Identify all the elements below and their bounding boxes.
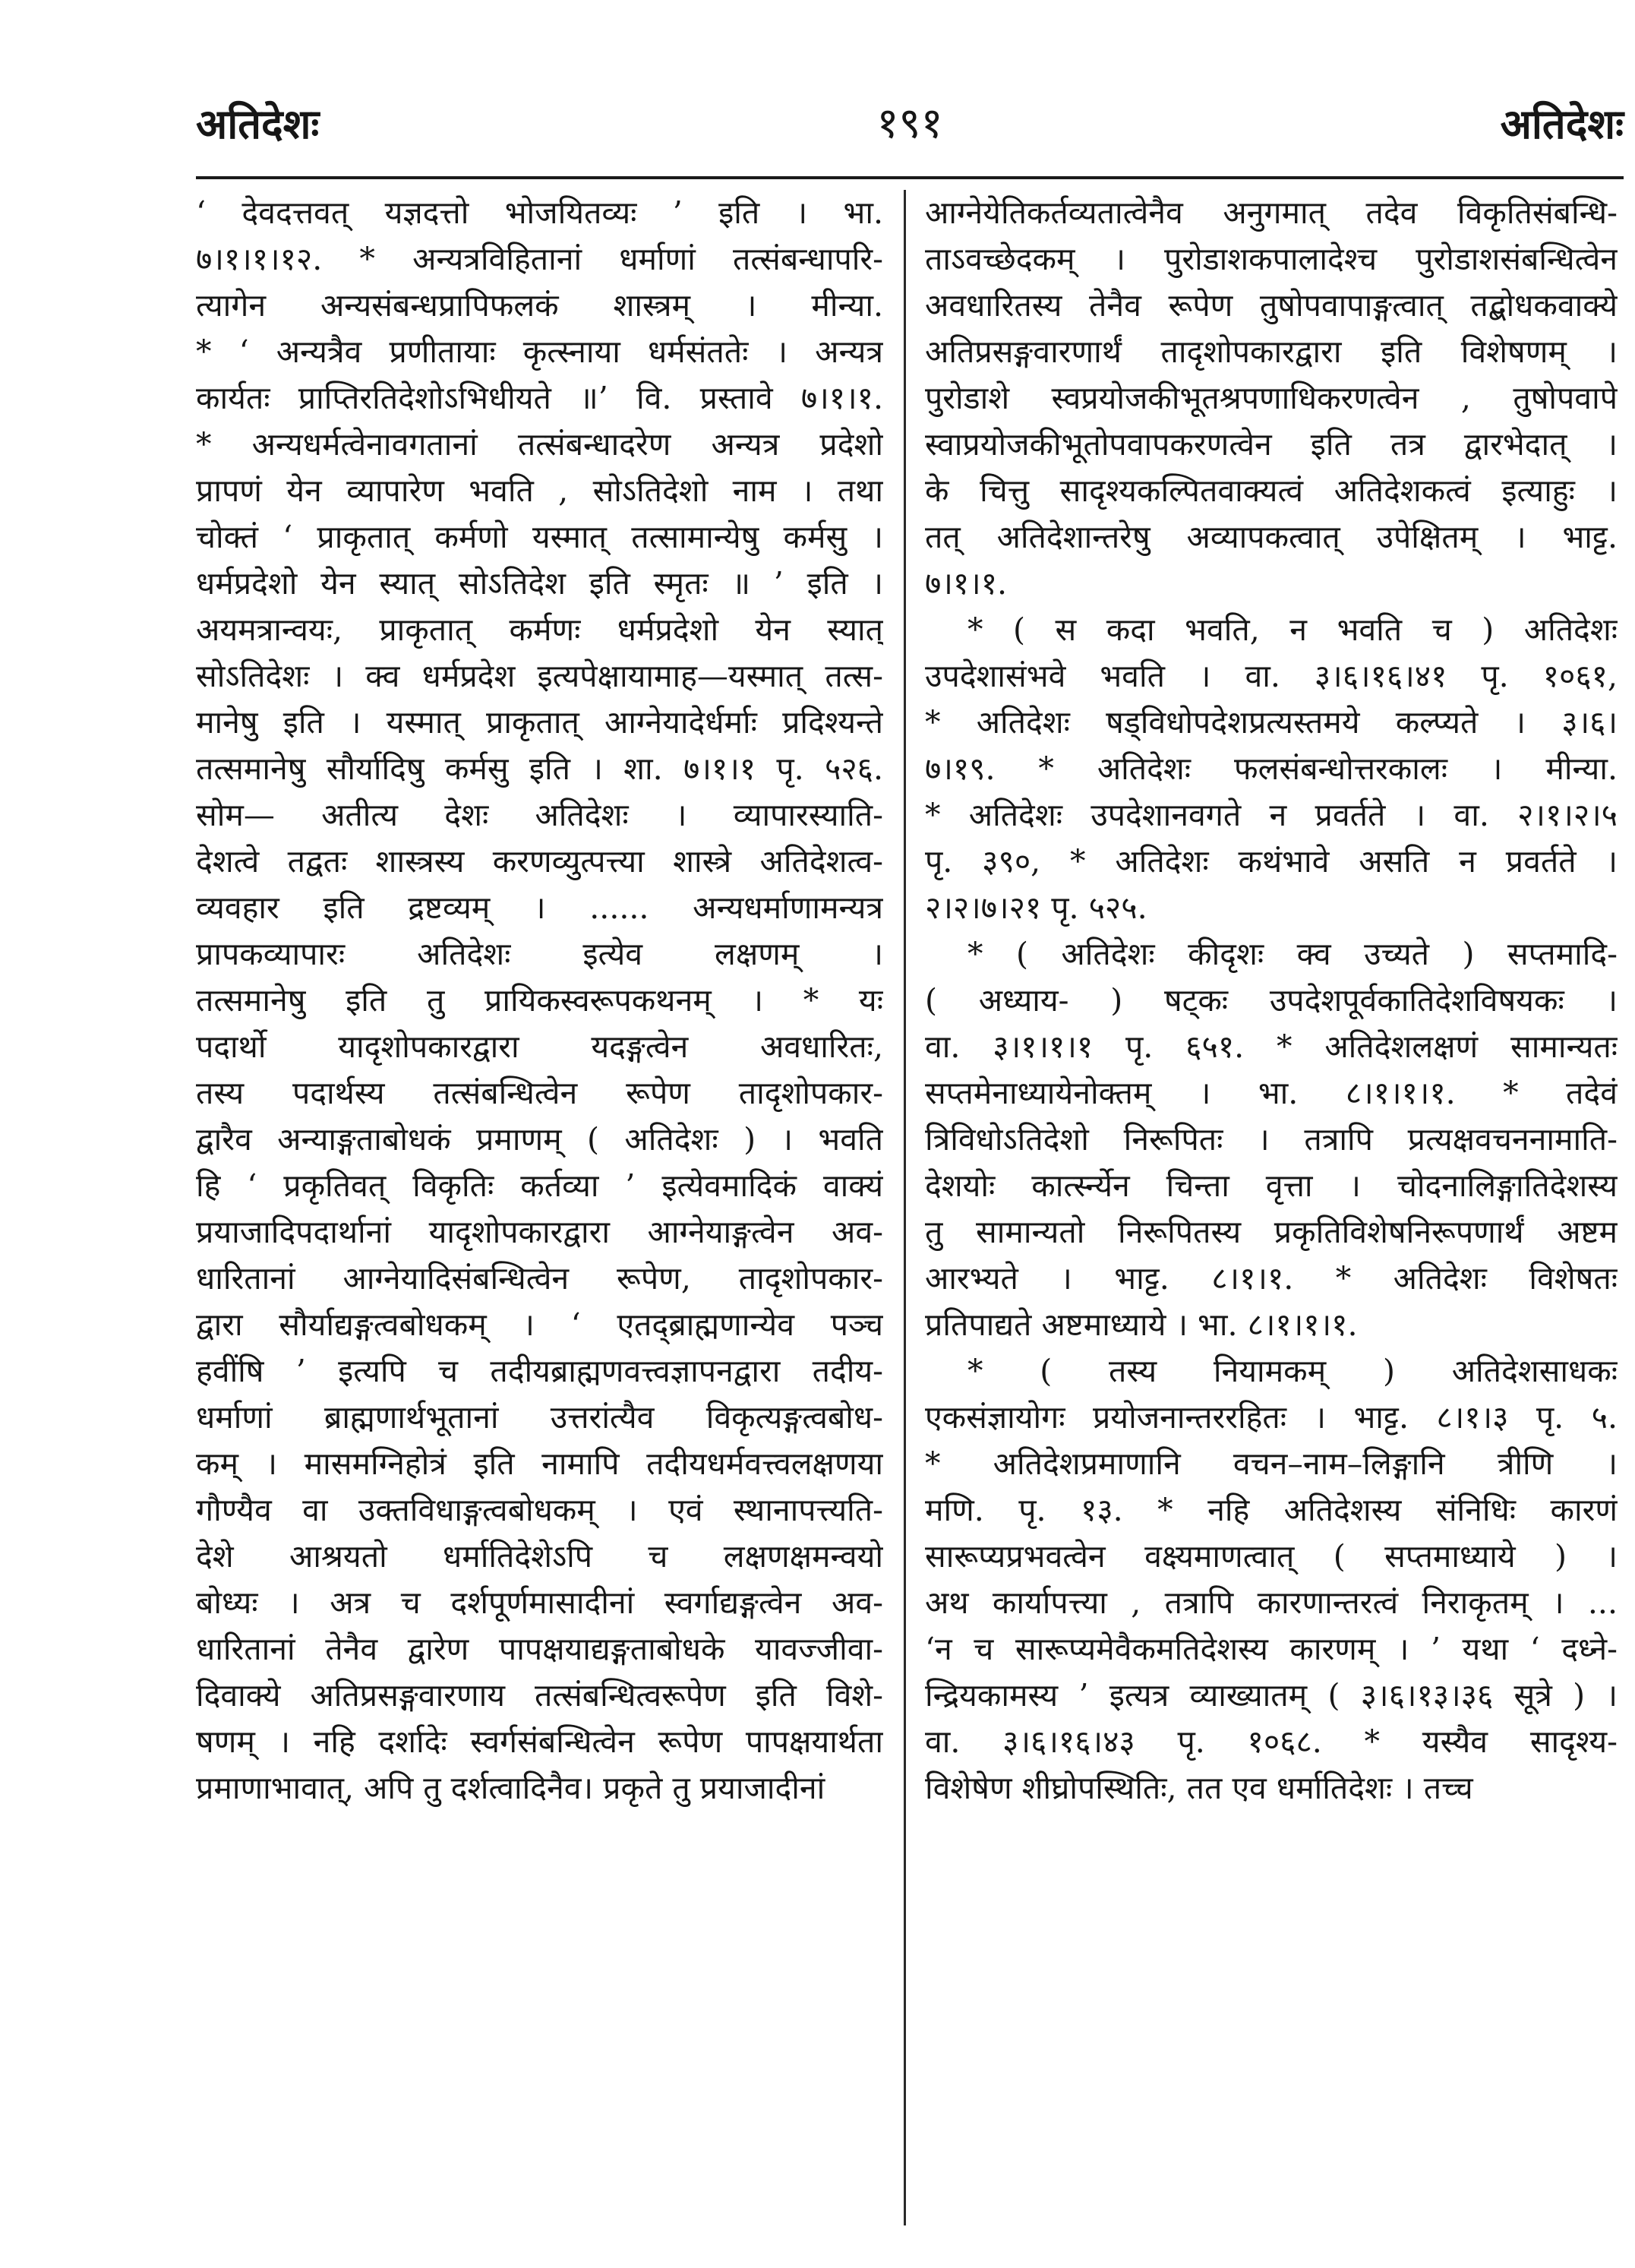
right-column-line: विशेषेण शीघ्रोपस्थितिः, तत एव धर्मातिदेशः । तच्च [925,1770,1473,1806]
left-column-line: प्रापकव्यापारः अतिदेशः इत्येव लक्षणम् । [196,936,883,972]
right-column-line: त्रिविधोऽतिदेशो निरूपितः । तत्रापि प्रत्यक्षवचननामाति- [925,1121,1618,1158]
right-column-line: तु सामान्यतो निरूपितस्य प्रकृतिविशेषनिरूपणार्थं अष्टम [925,1214,1618,1250]
running-header [196,90,1624,158]
right-column-line: के चित्तु सादृश्यकल्पितवाक्यत्वं अतिदेशकत्वं इत्याहुः । [925,472,1618,509]
right-column-line: ‘न च सारूप्यमेवैकमतिदेशस्य कारणम् । ’ यथा ‘ दध्ने- [925,1631,1618,1667]
left-column-line: चोक्तं ‘ प्राकृतात् कर्मणो यस्मात् तत्सामान्येषु कर्मसु । [196,519,883,555]
left-column-line: प्रमाणाभावात्, अपि तु दर्शत्वादिनैव। प्रकृते तु प्रयाजादीनां [196,1770,825,1806]
right-column-line: सप्तमेनाध्यायेनोक्तम् । भा. ८।१।१।१. * तदेवं [925,1075,1618,1111]
right-column-line: उपदेशासंभवे भवति । वा. ३।६।१६।४१ पृ. १०६१, [925,658,1618,694]
left-column-line: दिवाक्ये अतिप्रसङ्गवारणाय तत्संबन्धित्वरूपेण इति विशे- [196,1677,883,1714]
left-column-line: मानेषु इति । यस्मात् प्राकृतात् आग्नेयादेर्धर्माः प्रदिश्यन्ते [196,704,883,741]
left-column-line: व्यवहार इति द्रष्टव्यम् । ...... अन्यधर्माणामन्यत्र [196,889,883,926]
left-column-line: धारितानां तेनैव द्वारेण पापक्षयाद्यङ्गताबोधके यावज्जीवा- [196,1631,883,1667]
right-column-line: वा. ३।६।१६।४३ पृ. १०६८. * यस्यैव सादृश्य- [925,1723,1618,1760]
left-column-line: ७।१।१।१२. * अन्यत्रविहितानां धर्माणां तत्संबन्धापरि- [196,241,883,277]
right-column-line: * अतिदेशप्रमाणानि वचन–नाम–लिङ्गानि त्रीणि । [925,1445,1618,1482]
right-column-line: * ( तस्य नियामकम् ) अतिदेशसाधकः [967,1353,1618,1389]
left-column-line: बोध्यः । अत्र च दर्शपूर्णमासादीनां स्वर्गाद्यङ्गत्वेन अव- [196,1584,883,1621]
left-column-line: कार्यतः प्राप्तिरतिदेशोऽभिधीयते ॥’ वि. प्रस्तावे ७।१।१. [196,380,883,416]
right-column-line: वा. ३।१।१।१ पृ. ६५१. * अतिदेशलक्षणं सामान्यतः [925,1028,1618,1065]
left-column-line: गौण्यैव वा उक्तविधाङ्गत्वबोधकम् । एवं स्थानापत्त्यति- [196,1492,883,1528]
right-column-line: देशयोः कार्त्स्न्येन चिन्ता वृत्ता । चोदनालिङ्गातिदेशस्य [925,1167,1618,1204]
right-column-line: * ( स कदा भवति, न भवति च ) अतिदेशः [967,611,1618,648]
left-column-line: देशे आश्रयतो धर्मातिदेशेऽपि च लक्षणक्षमन्वयो [196,1538,883,1575]
right-column-line: सारूप्यप्रभवत्वेन वक्ष्यमाणत्वात् ( सप्तमाध्याये ) । [925,1538,1618,1575]
left-column [196,190,883,2241]
right-column-line: एकसंज्ञायोगः प्रयोजनान्तररहितः । भाट्ट. ८।१।३ पृ. ५. [925,1399,1618,1436]
right-column-line: अथ कार्यापत्त्या , तत्रापि कारणान्तरत्वं निराकृतम् । ... [925,1584,1618,1621]
right-column-line: २।२।७।२१ पृ. ५२५. [925,889,1147,926]
left-column-line: धर्माणां ब्राह्मणार्थभूतानां उत्तरांत्यैव विकृत्यङ्गत्वबोध- [196,1399,883,1436]
left-column-line: ‘ देवदत्तवत् यज्ञदत्तो भोजयितव्यः ’ इति । भा. [196,194,883,231]
right-column-line: अवधारितस्य तेनैव रूपेण तुषोपवापाङ्गत्वात् तद्बोधकवाक्ये [925,287,1618,324]
left-column-line: तत्समानेषु इति तु प्रायिकस्वरूपकथनम् । * यः [196,982,883,1019]
right-column-line: ताऽवच्छेदकम् । पुरोडाशकपालादेश्च पुरोडाशसंबन्धित्वेन [925,241,1618,277]
right-column-line: आरभ्यते । भाट्ट. ८।१।१. * अतिदेशः विशेषतः [925,1260,1618,1297]
right-column-line: स्वाप्रयोजकीभूतोपवापकरणत्वेन इति तत्र द्वारभेदात् । [925,426,1618,463]
right-column-line: * अतिदेशः उपदेशानवगते न प्रवर्तते । वा. २।१।२।५ [925,797,1618,833]
right-column-line: ७।१९. * अतिदेशः फलसंबन्धोत्तरकालः । मीन्या. [925,750,1618,787]
left-column-line: द्वारा सौर्याद्यङ्गत्वबोधकम् । ‘ एतद्ब्राह्मणान्येव पञ्च [196,1306,883,1343]
header-left-title: अतिदेशः [196,100,320,148]
right-column-line: मणि. पृ. १३. * नहि अतिदेशस्य संनिधिः कारणं [925,1492,1618,1528]
page-number: १९१ [876,99,943,148]
right-column-line: न्द्रियकामस्य ’ इत्यत्र व्याख्यातम् ( ३।६।१३।३६ सूत्रे ) । [925,1677,1618,1714]
left-column-line: * अन्यधर्मत्वेनावगतानां तत्संबन्धादरेण अन्यत्र प्रदेशो [196,426,883,463]
left-column-line: प्रापणं येन व्यापारेण भवति , सोऽतिदेशो नाम । तथा [196,472,883,509]
right-column-line: आग्नेयेतिकर्तव्यतात्वेनैव अनुगमात् तदेव विकृतिसंबन्धि- [925,194,1618,231]
left-column-line: अयमत्रान्वयः, प्राकृतात् कर्मणः धर्मप्रदेशो येन स्यात् [196,611,883,648]
left-column-line: सोम— अतीत्य देशः अतिदेशः । व्यापारस्याति- [196,797,883,833]
column-divider [904,190,906,2225]
left-column-line: तत्समानेषु सौर्यादिषु कर्मसु इति । शा. ७।१।१ पृ. ५२६. [196,750,883,787]
left-column-line: कम् । मासमग्निहोत्रं इति नामापि तदीयधर्मवत्त्वलक्षणया [196,1445,883,1482]
left-column-line: देशत्वे तद्वतः शास्त्रस्य करणव्युत्पत्त्या शास्त्रे अतिदेशत्व- [196,843,883,880]
right-column-line: तत् अतिदेशान्तरेषु अव्यापकत्वात् उपेक्षितम् । भाट्ट. [925,519,1618,555]
right-column-line: प्रतिपाद्यते अष्टमाध्याये । भा. ८।१।१।१. [925,1306,1358,1343]
left-column-line: प्रयाजादिपदार्थानां यादृशोपकारद्वारा आग्नेयाङ्गत्वेन अव- [196,1214,883,1250]
left-column-line: त्यागेन अन्यसंबन्धप्रापिफलकं शास्त्रम् । मीन्या. [196,287,883,324]
right-column-line: पृ. ३९०, * अतिदेशः कथंभावे असति न प्रवर्तते । [925,843,1618,880]
left-column-line: हवींषि ’ इत्यपि च तदीयब्राह्मणवत्त्वज्ञापनद्वारा तदीय- [196,1353,883,1389]
right-column-line: अतिप्रसङ्गवारणार्थं तादृशोपकारद्वारा इति विशेषणम् । [925,333,1618,370]
header-rule [196,176,1624,179]
right-column [925,190,1618,2241]
right-column-line: * ( अतिदेशः कीदृशः क्व उच्यते ) सप्तमादि- [967,936,1618,972]
left-column-line: षणम् । नहि दर्शादेः स्वर्गसंबन्धित्वेन रूपेण पापक्षयार्थता [196,1723,883,1760]
left-column-line: द्वारैव अन्याङ्गताबोधकं प्रमाणम् ( अतिदेशः ) । भवति [196,1121,883,1158]
right-column-line: पुरोडाशे स्वप्रयोजकीभूतश्रपणाधिकरणत्वेन , तुषोपवापे [925,380,1618,416]
left-column-line: तस्य पदार्थस्य तत्संबन्धित्वेन रूपेण तादृशोपकार- [196,1075,883,1111]
header-right-title: अतिदेशः [1500,100,1624,148]
left-column-line: हि ‘ प्रकृतिवत् विकृतिः कर्तव्या ’ इत्येवमादिकं वाक्यं [196,1167,883,1204]
left-column-line: सोऽतिदेशः । क्व धर्मप्रदेश इत्यपेक्षायामाह—यस्मात् तत्स- [196,658,883,694]
right-column-line: ७।१।१. [925,565,1008,602]
left-column-line: धर्मप्रदेशो येन स्यात् सोऽतिदेश इति स्मृतः ॥ ’ इति । [196,565,883,602]
right-column-line: * अतिदेशः षड्विधोपदेशप्रत्यस्तमये कल्प्यते । ३।६। [925,704,1618,741]
right-column-line: ( अध्याय- ) षट्कः उपदेशपूर्वकातिदेशविषयकः । [925,982,1618,1019]
left-column-line: पदार्थो यादृशोपकारद्वारा यदङ्गत्वेन अवधारितः, [196,1028,883,1065]
left-column-line: धारितानां आग्नेयादिसंबन्धित्वेन रूपेण, तादृशोपकार- [196,1260,883,1297]
left-column-line: * ‘ अन्यत्रैव प्रणीतायाः कृत्स्नाया धर्मसंततेः । अन्यत्र [196,333,883,370]
